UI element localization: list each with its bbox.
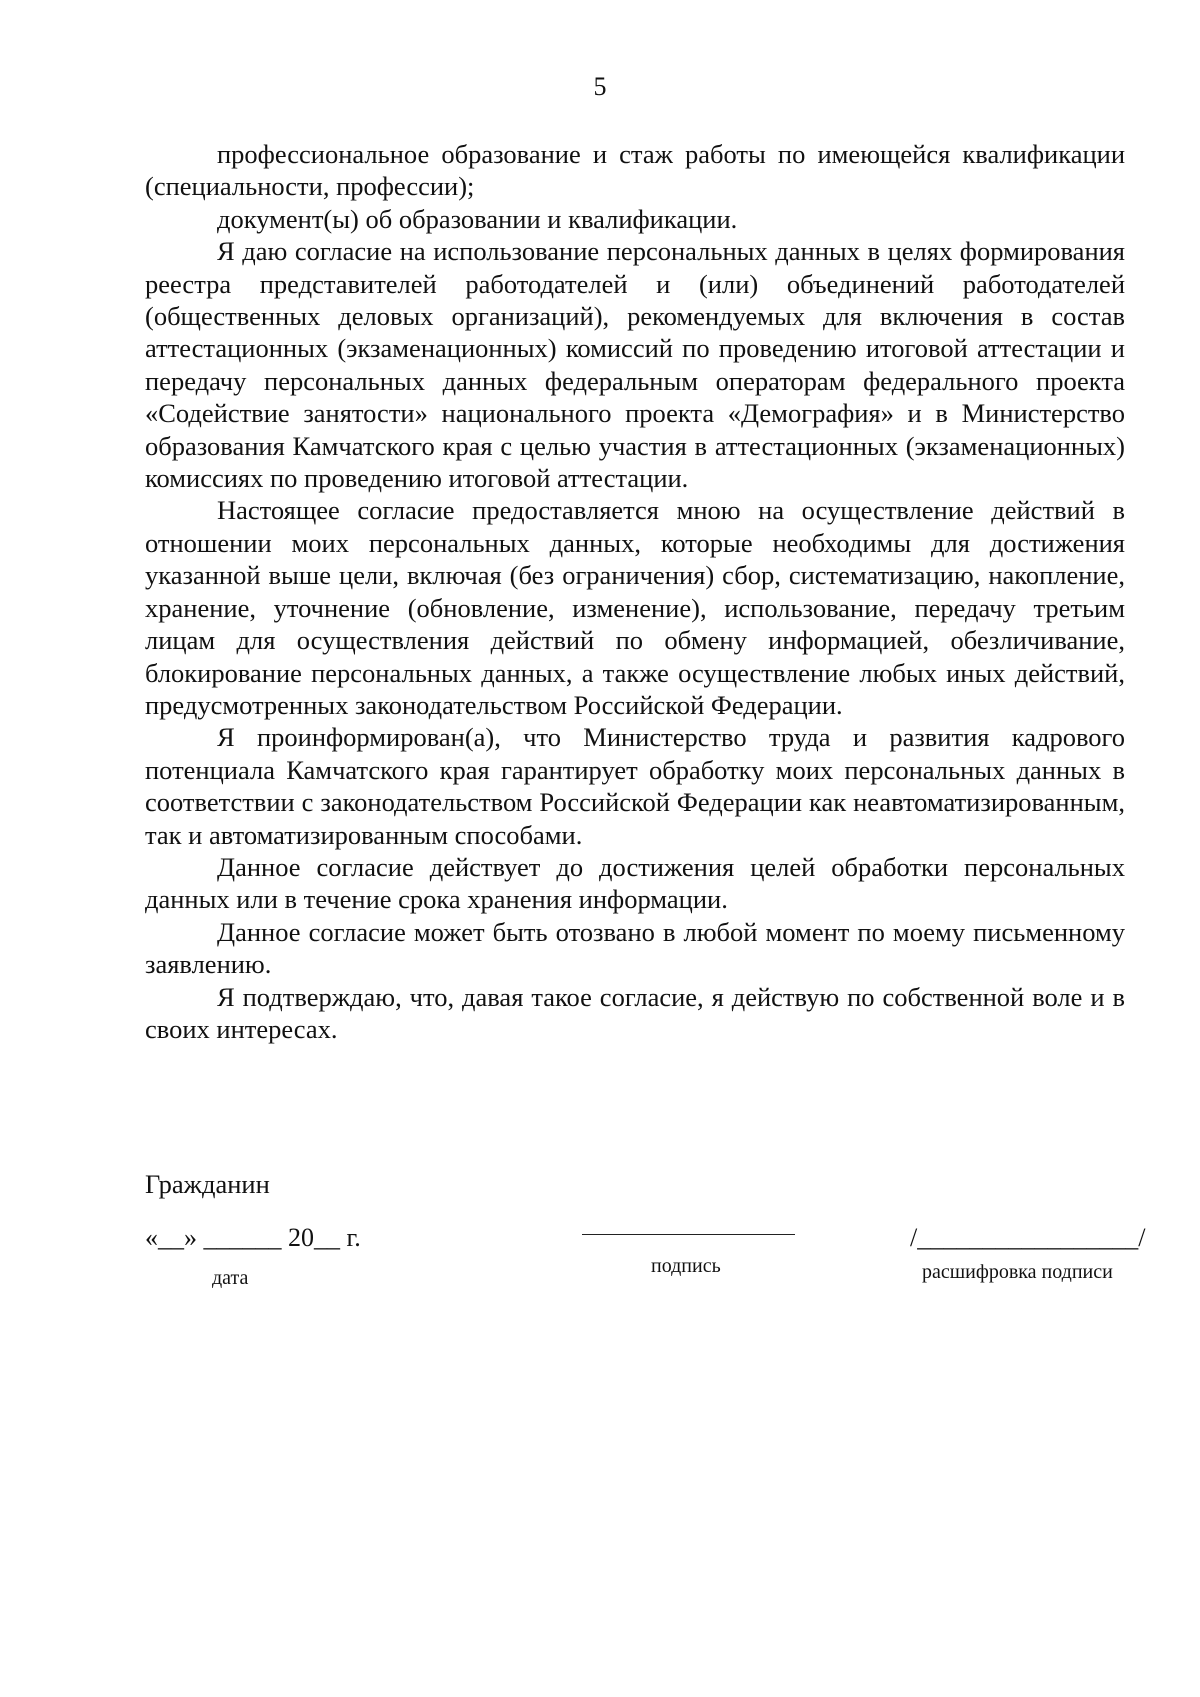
paragraph-education-continuation: профессиональное образование и стаж работы по имеющейся квалификации (специальности, профессии); bbox=[145, 139, 1125, 202]
signature-caption: подпись bbox=[651, 1255, 721, 1277]
paragraph-validity: Данное согласие действует до достижения целей обработки персональных данных или в течение срока хранения информации. bbox=[145, 851, 1125, 915]
paragraph-informed: Я проинформирован(а), что Министерство труда и развития кадрового потенциала Камчатского края гарантирует обработку моих персональных данных в соответствии с законодательством Российской Федерации как неавтоматизированным, так и автоматизированным способами. bbox=[145, 722, 1125, 850]
signature-decode-field: /_________________/ bbox=[910, 1223, 1146, 1252]
paragraph-education-documents: документ(ы) об образовании и квалификации. bbox=[217, 203, 738, 234]
paragraph-confirmation: Я подтверждаю, что, давая такое согласие, я действую по собственной воле и в своих интересах. bbox=[145, 981, 1125, 1044]
date-field: «__» ______ 20__ г. bbox=[145, 1223, 361, 1252]
citizen-label: Гражданин bbox=[145, 1169, 270, 1199]
paragraph-consent-actions: Настоящее согласие предоставляется мною на осуществление действий в отношении моих персональных данных, которые необходимы для достижения указанной выше цели, включая (без ограничения) сбор, систематизацию, накопление, хранение, уточнение (обновление, изменение), использование, передачу третьим лицам для осуществления действий по обмену информацией, обезличивание, блокирование персональных данных, а также осуществление любых иных действий, предусмотренных законодательством Российской Федерации. bbox=[145, 495, 1125, 720]
paragraph-revocation: Данное согласие может быть отозвано в любой момент по моему письменному заявлению. bbox=[145, 916, 1125, 980]
signature-decode-caption: расшифровка подписи bbox=[922, 1261, 1113, 1283]
document-body bbox=[145, 138, 1125, 1045]
paragraph-consent-purpose: Я даю согласие на использование персональных данных в целях формирования реестра представителей работодателей и (или) объединений работодателей (общественных деловых организаций), рекомендуемых для включения в состав аттестационных (экзаменационных) комиссий по проведению итоговой аттестации и передачу персональных данных федеральным операторам федерального проекта «Содействие занятости» национального проекта «Демография» и в Министерство образования Камчатского края с целью участия в аттестационных (экзаменационных) комиссиях по проведению итоговой аттестации. bbox=[145, 236, 1125, 494]
page-number: 5 bbox=[593, 72, 607, 101]
signature-line bbox=[582, 1234, 795, 1235]
date-caption: дата bbox=[212, 1267, 249, 1289]
